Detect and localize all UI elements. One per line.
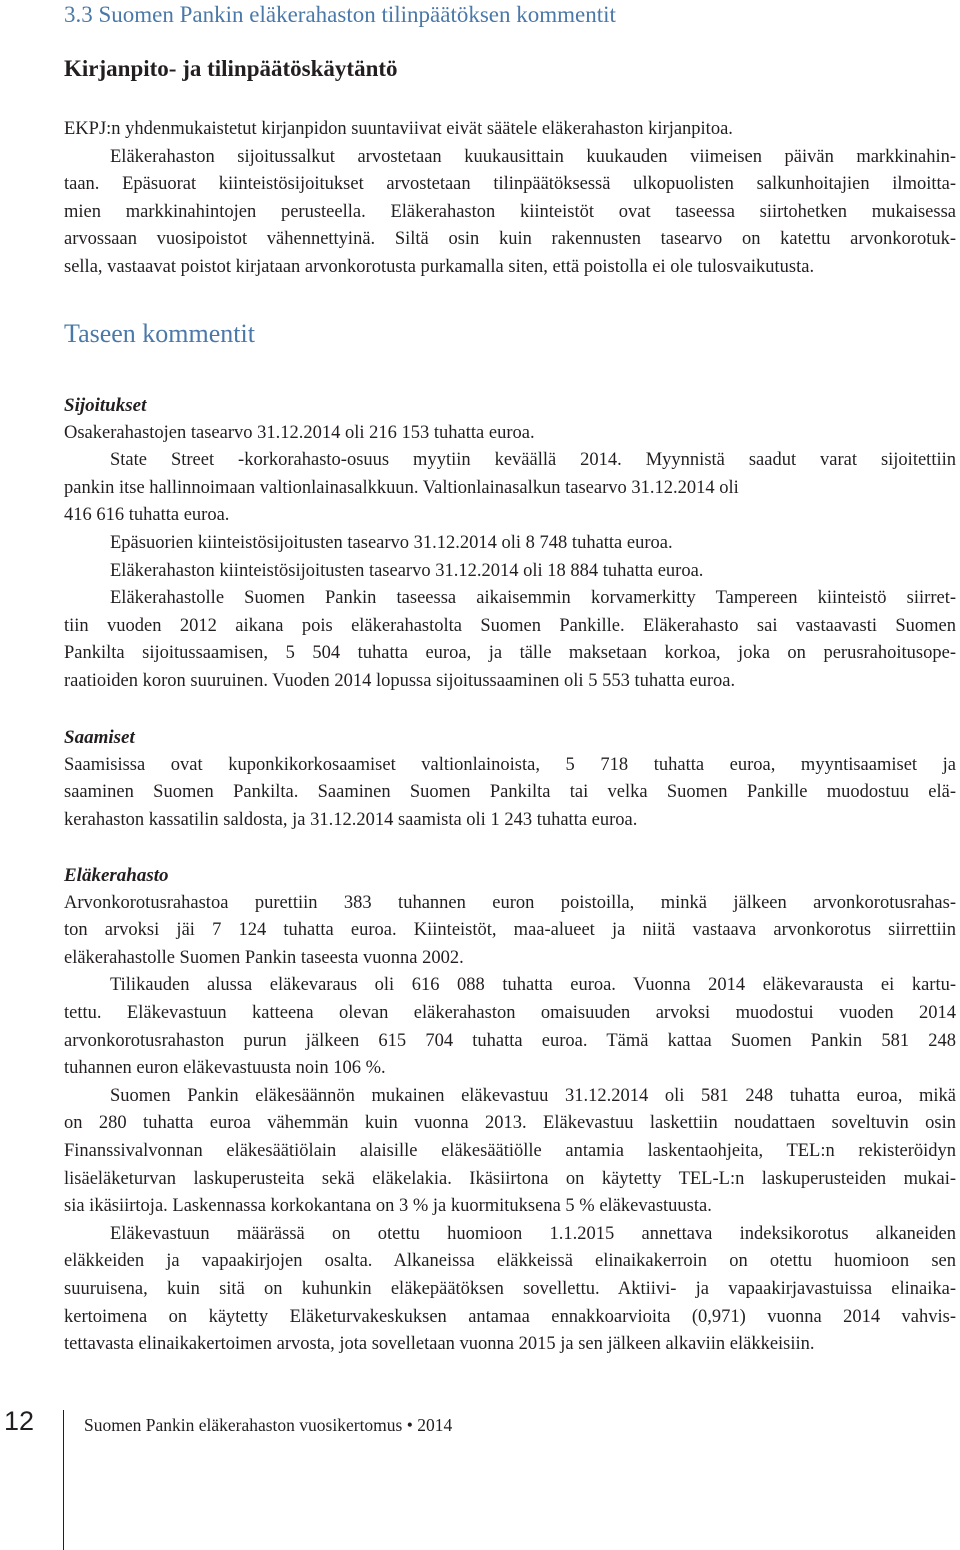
- text-line: tiin vuoden 2012 aikana pois eläkerahastolta Suomen Pankille. Eläkerahasto sai vastaavasti Suomen: [64, 615, 956, 636]
- text-line: sia ikäsiirtoja. Laskennassa korkokantana on 3 % ja kuormituksena 5 % eläkevastuusta.: [64, 1196, 712, 1217]
- text-line: eläkkeiden ja vapaakirjojen osalta. Alkaneissa eläkkeissä elinaikakerroin on otettu huomioon sen: [64, 1251, 956, 1272]
- text-line: 416 616 tuhatta euroa.: [64, 505, 230, 526]
- text-line: kerahaston kassatilin saldosta, ja 31.12.2014 saamista oli 1 243 tuhatta euroa.: [64, 809, 638, 830]
- text-line: Eläkevastuun määrässä on otettu huomioon 1.1.2015 annettava indeksikorotus alkaneiden: [110, 1223, 956, 1244]
- footer-divider: [63, 1410, 64, 1550]
- text-line: lisäeläketurvan laskuperusteita sekä eläkelakia. Ikäsiirtona on käytetty TEL-L:n laskuperusteiden mukai-: [64, 1168, 956, 1189]
- elakerahasto-section: [64, 862, 956, 1359]
- saamiset-heading: Saamiset: [64, 727, 135, 748]
- balance-heading: Taseen kommentit: [64, 319, 255, 348]
- text-line: Epäsuorien kiinteistösijoitusten tasearvo 31.12.2014 oli 8 748 tuhatta euroa.: [110, 532, 673, 553]
- intro-paragraph: [64, 116, 956, 282]
- page-number: 12: [4, 1406, 35, 1436]
- footer-publication: Suomen Pankin eläkerahaston vuosikertomus • 2014: [84, 1415, 453, 1435]
- text-line: Osakerahastojen tasearvo 31.12.2014 oli 216 153 tuhatta euroa.: [64, 422, 535, 443]
- text-line: EKPJ:n yhdenmukaistetut kirjanpidon suuntaviivat eivät säätele eläkerahaston kirjanpitoa.: [64, 119, 733, 139]
- text-line: Saamisissa ovat kuponkikorkosaamiset valtionlainoista, 5 718 tuhatta euroa, myyntisaamiset ja: [64, 754, 956, 775]
- saamiset-section: [64, 724, 956, 834]
- text-line: Tilikauden alussa eläkevaraus oli 616 088 tuhatta euroa. Vuonna 2014 eläkevarausta ei kartu-: [110, 975, 956, 996]
- text-line: pankin itse hallinnoimaan valtionlainasalkkuun. Valtionlainasalkun tasearvo 31.12.2014 oli: [64, 477, 739, 498]
- text-line: suuruisena, kuin sitä on kuhunkin eläkepäätöksen sovellettu. Aktiivi- ja vapaakirjavastuissa elinaika-: [64, 1278, 956, 1299]
- text-line: Eläkerahaston sijoitussalkut arvostetaan kuukausittain kuukauden viimeisen päivän markkinahin-: [110, 146, 956, 167]
- section-title: 3.3 Suomen Pankin eläkerahaston tilinpäätöksen kommentit: [64, 2, 616, 27]
- elakerahasto-heading: Eläkerahasto: [64, 865, 169, 886]
- text-line: eläkerahastolle Suomen Pankin taseesta vuonna 2002.: [64, 947, 464, 968]
- text-line: taan. Epäsuorat kiinteistösijoitukset arvostetaan tilinpäätöksessä ulkopuolisten salkunhoitajien ilmoitta-: [64, 174, 956, 195]
- text-line: State Street -korkorahasto-osuus myytiin keväällä 2014. Myynnistä saadut varat sijoitettiin: [110, 450, 956, 471]
- text-line: saaminen Suomen Pankilta. Saaminen Suomen Pankilta tai velka Suomen Pankille muodostuu elä-: [64, 782, 956, 803]
- text-line: Suomen Pankin eläkesäännön mukainen eläkevastuu 31.12.2014 oli 581 248 tuhatta euroa, mikä: [110, 1085, 956, 1106]
- text-line: raatioiden koron suuruinen. Vuoden 2014 lopussa sijoitussaaminen oli 5 553 tuhatta euroa.: [64, 670, 736, 691]
- text-line: tuhannen euron eläkevastuusta noin 106 %.: [64, 1058, 386, 1079]
- text-line: Eläkerahaston kiinteistösijoitusten tasearvo 31.12.2014 oli 18 884 tuhatta euroa.: [110, 560, 704, 581]
- text-line: Eläkerahastolle Suomen Pankin taseessa aikaisemmin korvamerkitty Tampereen kiinteistö siirret-: [110, 588, 956, 609]
- text-line: arvonkorotusrahaston purun jälkeen 615 704 tuhatta euroa. Tämä kattaa Suomen Pankin 581 248: [64, 1030, 956, 1051]
- text-line: Pankilta sijoitussaamisen, 5 504 tuhatta euroa, ja tälle maksetaan korkoa, joka on perusrahoitusope-: [64, 643, 956, 664]
- sijoitukset-heading: Sijoitukset: [64, 395, 147, 416]
- sijoitukset-section: [64, 392, 956, 696]
- text-line: Arvonkorotusrahastoa purettiin 383 tuhannen euron poistoilla, minkä jälkeen arvonkorotusrahas-: [64, 892, 956, 913]
- subsection-title: Kirjanpito- ja tilinpäätöskäytäntö: [64, 56, 398, 81]
- text-line: tettu. Eläkevastuun katteena olevan eläkerahaston omaisuuden arvoksi muodostui vuoden 2014: [64, 1002, 956, 1023]
- text-line: kertoimena on käytetty Eläketurvakeskuksen antamaa ennakkoarvioita (0,971) vuonna 2014 vahvis-: [64, 1306, 956, 1327]
- text-line: arvossaan vuosipoistot vähennettyinä. Siltä osin kuin rakennusten tasearvo on katettu arvonkorotuk-: [64, 229, 956, 250]
- text-line: Finanssivalvonnan eläkesäätiölain alaisille eläkesäätiölle antamia laskentaohjeita, TEL:n rekisteröidyn: [64, 1140, 956, 1161]
- text-line: sella, vastaavat poistot kirjataan arvonkorotusta purkamalla siten, että poistolla ei ole tulosvaikutusta.: [64, 256, 815, 277]
- text-line: mien markkinahintojen perusteella. Eläkerahaston kiinteistöt ovat taseessa siirtohetken mukaisessa: [64, 201, 956, 222]
- text-line: tettavasta elinaikakertoimen arvosta, jota sovelletaan vuonna 2015 ja sen jälkeen alkaviin eläkkeisiin.: [64, 1334, 815, 1355]
- text-line: ton arvoksi jäi 7 124 tuhatta euroa. Kiinteistöt, maa-alueet ja niitä vastaava arvonkorotus siirrettiin: [64, 920, 956, 941]
- text-line: on 280 tuhatta euroa vähemmän kuin vuonna 2013. Eläkevastuu laskettiin noudattaen soveltuvin osin: [64, 1113, 956, 1134]
